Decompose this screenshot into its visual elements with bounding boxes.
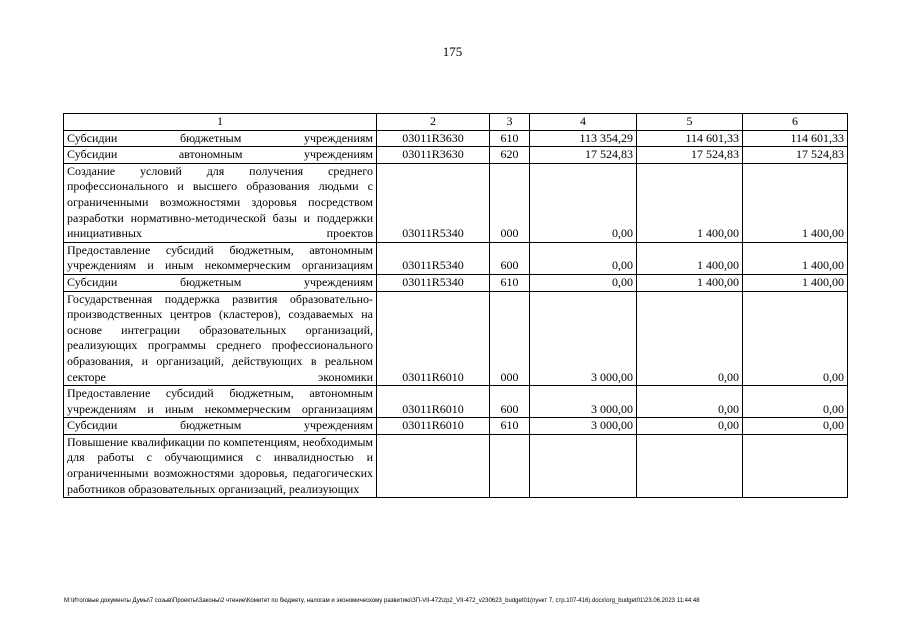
- row-name-cell: Предоставление субсидий бюджетным, автономным учреждениям и иным некоммерческим организациям: [64, 242, 377, 274]
- row-type-cell: 000: [490, 163, 530, 242]
- table-row: [64, 434, 848, 497]
- header-cell-2: 2: [377, 114, 490, 131]
- row-value-col4: 0,00: [530, 163, 637, 242]
- table-row: [64, 418, 848, 435]
- row-type-cell: 620: [490, 147, 530, 164]
- row-value-col6: 114 601,33: [743, 130, 848, 147]
- table-row: [64, 386, 848, 418]
- row-value-col4: 3 000,00: [530, 291, 637, 386]
- row-name-cell: Субсидии бюджетным учреждениям: [64, 274, 377, 291]
- row-type-cell: 610: [490, 274, 530, 291]
- budget-table-body: [64, 114, 848, 498]
- table-row: [64, 242, 848, 274]
- row-code-cell: 03011R6010: [377, 386, 490, 418]
- row-type-cell: 610: [490, 418, 530, 435]
- row-value-col4: 3 000,00: [530, 386, 637, 418]
- row-type-cell: [490, 434, 530, 497]
- row-value-col5: 1 400,00: [637, 163, 743, 242]
- row-value-col5: 114 601,33: [637, 130, 743, 147]
- budget-table: [63, 113, 848, 498]
- table-row: [64, 163, 848, 242]
- row-value-col5: 0,00: [637, 418, 743, 435]
- row-value-col6: 1 400,00: [743, 242, 848, 274]
- header-cell-5: 5: [637, 114, 743, 131]
- row-type-cell: 610: [490, 130, 530, 147]
- row-value-col6: 0,00: [743, 291, 848, 386]
- row-type-cell: 000: [490, 291, 530, 386]
- row-value-col5: [637, 434, 743, 497]
- row-value-col4: 0,00: [530, 242, 637, 274]
- row-name-cell: Субсидии автономным учреждениям: [64, 147, 377, 164]
- row-name-cell: Субсидии бюджетным учреждениям: [64, 418, 377, 435]
- row-name-cell: Государственная поддержка развития образовательно-производственных центров (кластеров), создаваемых на основе интеграции образовательных организаций, реализующих программы среднего профессионального образования, и организаций, действующих в реальном секторе экономики: [64, 291, 377, 386]
- row-code-cell: 03011R6010: [377, 291, 490, 386]
- row-value-col4: 113 354,29: [530, 130, 637, 147]
- page-number: 175: [442, 44, 463, 59]
- row-value-col5: 17 524,83: [637, 147, 743, 164]
- header-cell-3: 3: [490, 114, 530, 131]
- row-code-cell: 03011R5340: [377, 163, 490, 242]
- row-value-col6: 17 524,83: [743, 147, 848, 164]
- header-cell-4: 4: [530, 114, 637, 131]
- row-value-col6: 1 400,00: [743, 163, 848, 242]
- row-name-cell: Предоставление субсидий бюджетным, автономным учреждениям и иным некоммерческим организациям: [64, 386, 377, 418]
- header-cell-1: 1: [64, 114, 377, 131]
- document-path-footer: M:\Итоговые документы Думы\7 созыв\Проекты\Законы\2 чтение\Комитет по бюджету, налогам и экономическому развитию\ЗП-VII-472\zp2_VII-472_v230623_budget01(пункт 7, стр.107-416).docx\org_budget01\23.06.2023 11:44:48: [64, 598, 700, 604]
- row-value-col5: 0,00: [637, 386, 743, 418]
- row-code-cell: 03011R5340: [377, 274, 490, 291]
- row-code-cell: 03011R3630: [377, 130, 490, 147]
- row-value-col6: 1 400,00: [743, 274, 848, 291]
- row-value-col5: 1 400,00: [637, 242, 743, 274]
- row-type-cell: 600: [490, 242, 530, 274]
- table-row: [64, 291, 848, 386]
- row-name-cell: Создание условий для получения среднего профессионального и высшего образования людьми с ограниченными возможностями здоровья посредством разработки нормативно-методической базы и поддержки инициативных проектов: [64, 163, 377, 242]
- row-code-cell: 03011R5340: [377, 242, 490, 274]
- row-value-col6: 0,00: [743, 418, 848, 435]
- row-value-col5: 0,00: [637, 291, 743, 386]
- row-code-cell: 03011R3630: [377, 147, 490, 164]
- row-value-col4: 17 524,83: [530, 147, 637, 164]
- row-code-cell: 03011R6010: [377, 418, 490, 435]
- row-value-col4: [530, 434, 637, 497]
- row-value-col5: 1 400,00: [637, 274, 743, 291]
- row-value-col6: [743, 434, 848, 497]
- row-value-col4: 0,00: [530, 274, 637, 291]
- table-row: [64, 147, 848, 164]
- header-cell-6: 6: [743, 114, 848, 131]
- row-name-cell: Повышение квалификации по компетенциям, необходимым для работы с обучающимися с инвалидностью и ограниченными возможностями здоровья, педагогических работников образовательных организаций, реализующих: [64, 434, 377, 497]
- table-row: [64, 274, 848, 291]
- row-value-col4: 3 000,00: [530, 418, 637, 435]
- row-name-cell: Субсидии бюджетным учреждениям: [64, 130, 377, 147]
- row-value-col6: 0,00: [743, 386, 848, 418]
- row-code-cell: [377, 434, 490, 497]
- table-header-row: [64, 114, 848, 131]
- row-type-cell: 600: [490, 386, 530, 418]
- table-row: [64, 130, 848, 147]
